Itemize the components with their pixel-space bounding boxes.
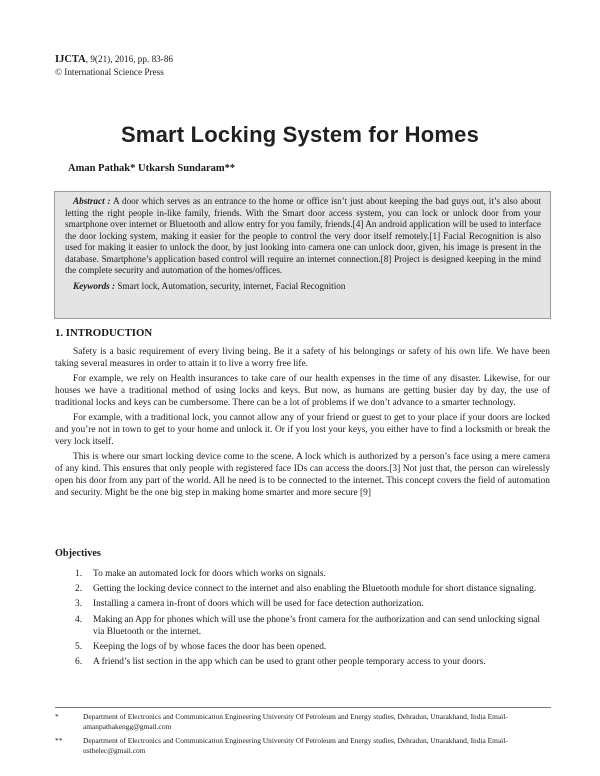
objective-item [75, 642, 550, 654]
journal-reference [55, 53, 173, 78]
objective-number: 2. [75, 584, 83, 595]
objective-number: 5. [75, 641, 83, 652]
introduction-body [55, 347, 550, 503]
footnote-mark: ** [55, 736, 63, 745]
objective-item [75, 584, 550, 596]
objective-item [75, 569, 550, 581]
footnote-divider [55, 707, 551, 708]
objective-number: 1. [75, 569, 83, 579]
abstract-text: A door which serves as an entrance to the home or office isn’t just about keeping the bad guys out, it’s also about letting the right people in-like family, friends. With the Smart door access system, you can lock or unlock door from your smartphone over internet or Bluetooth and allow entry for you family, friends.[4] An android application will be used to interface the door locking system, making it easier for the people to control the very door itself remotely.[1] Facial Recognition is also used for making it easier to unlock the door, by just looking into camera one can unlock door, given, his image is present in the database. Smartphone’s application based control will require an internet connection.[8] Project is designed keeping in the mind the complete security and automation of the homes/offices. [65, 196, 541, 275]
journal-citation: , 9(21), 2016, pp. 83-86 [85, 54, 174, 64]
intro-paragraph: Safety is a basic requirement of every living being. Be it a safety of his belongings or safety of his own life. We have been taking several measures in order to attain it to live a worry free life. [55, 347, 550, 369]
footnote-1 [55, 712, 551, 731]
footnote-2 [55, 736, 551, 755]
footnote-text: Department of Electronics and Communication Engineering University Of Petroleum and Energy studies, Dehradun, Uttarakhand, India Email-amanpathakengg@gmail.com [83, 712, 508, 731]
abstract-paragraph [65, 196, 541, 277]
intro-paragraph: For example, we rely on Health insurances to take care of our health expenses in the time of any disaster. Likewise, for our houses we have a traditional method of using locks and keys. But now, as humans are getting busier day by day, the use of traditional locks and keys can be cumbersome. There can be a lot of problems if we don’t advance to a smarter technology. [55, 374, 550, 408]
authors: Aman Pathak* Utkarsh Sundaram** [68, 163, 236, 174]
introduction-heading: 1. INTRODUCTION [55, 327, 153, 339]
objective-text: To make an automated lock for doors which works on signals. [93, 569, 326, 579]
abstract-label: Abstract : [73, 196, 111, 206]
objective-item [75, 615, 550, 639]
objective-text: Installing a camera in-front of doors which will be used for face detection authorization. [93, 599, 424, 610]
keywords-text: Smart lock, Automation, security, internet, Facial Recognition [117, 280, 346, 291]
objectives-list [75, 569, 550, 672]
objectives-heading: Objectives [55, 548, 101, 559]
journal-name: IJCTA [55, 54, 86, 65]
keywords-line [65, 281, 541, 293]
objective-number: 4. [75, 614, 83, 625]
publisher: © International Science Press [55, 67, 164, 77]
footnote-mark: * [55, 712, 59, 721]
objective-text: Making an App for phones which will use the phone’s front camera for the authorization and can send unlocking signal via Bluetooth or the internet. [93, 614, 541, 637]
paper-title: Smart Locking System for Homes [120, 122, 480, 147]
objective-number: 6. [75, 656, 83, 667]
footnote-text: Department of Electronics and Communication Engineering University Of Petroleum and Energy studies, Dehradun, Uttarakhand, India Email- usthelec@gmail.com [83, 736, 508, 755]
objective-text: Getting the locking device connect to the internet and also enabling the Bluetooth module for short distance signaling. [93, 584, 537, 595]
objective-text: A friend’s list section in the app which can be used to grant other people temporary access to your doors. [93, 656, 486, 667]
keywords-label: Keywords : [73, 280, 116, 291]
objective-text: Keeping the logs of by whose faces the door has been opened. [93, 641, 327, 652]
objective-number: 3. [75, 599, 83, 610]
intro-paragraph: This is where our smart locking device come to the scene. A lock which is authorized by a person’s face using a mere camera of any kind. This ensures that only people with registered face IDs can access the doors.[3] Not just that, the person can wirelessly open his door from any part of the world. All he need is to be connected to the internet. This concept covers the field of automation and security. Might be the one big step in making home smarter and more secure [9] [55, 452, 550, 498]
objective-item [75, 599, 550, 611]
abstract-box [54, 191, 551, 319]
intro-paragraph: For example, with a traditional lock, you cannot allow any of your friend or guest to get to your place if your doors are locked and you’re not in town to get to your home and unlock it. Or if you lost your keys, you either have to find a locksmith or break the very lock itself. [55, 413, 550, 447]
objective-item [75, 657, 550, 669]
